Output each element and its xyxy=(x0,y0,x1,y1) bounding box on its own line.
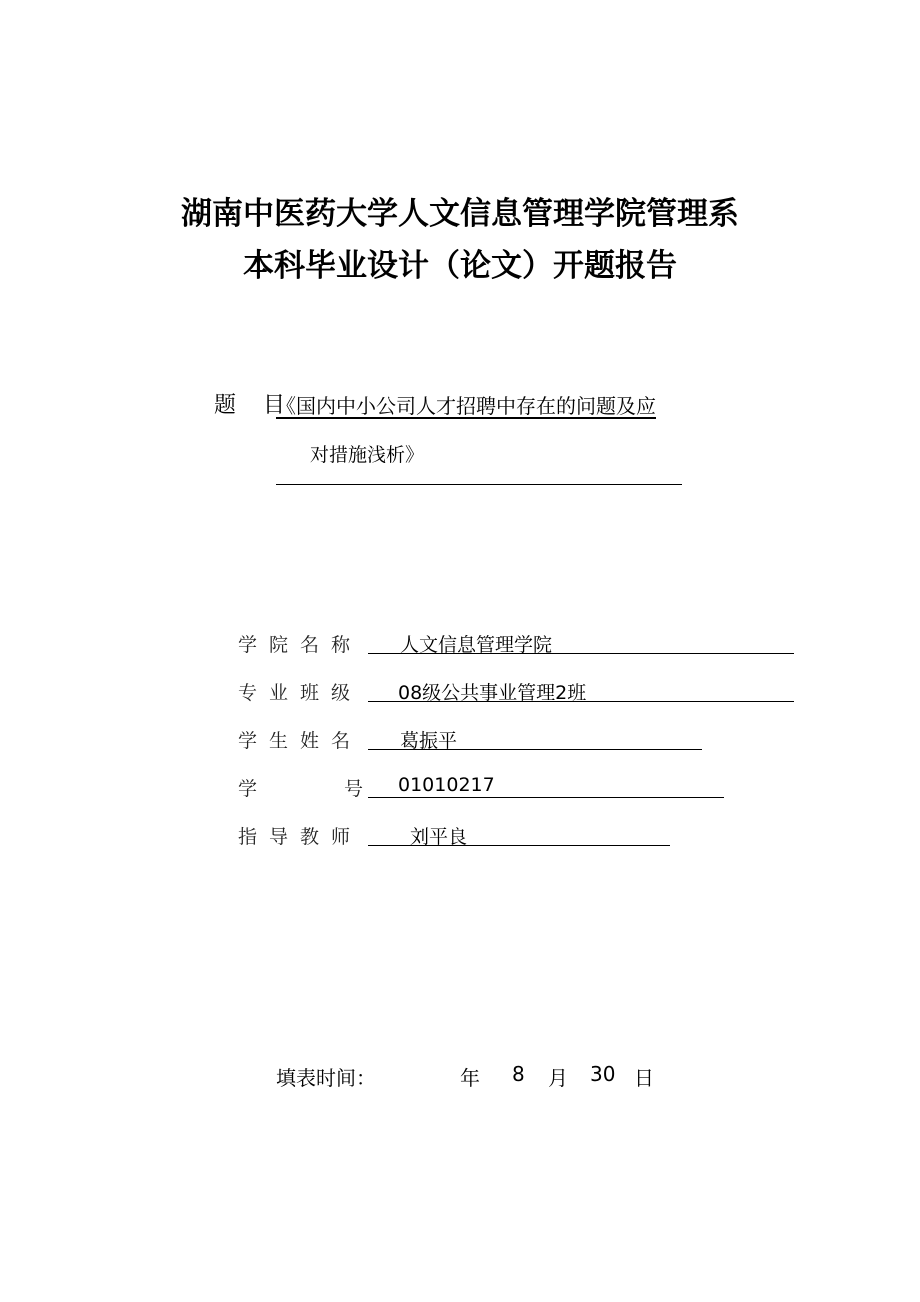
student-id-label-part-1: 学 xyxy=(238,778,258,800)
topic-value-line-1: 《国内中小公司人才招聘中存在的问题及应 xyxy=(276,394,656,418)
date-day-unit: 日 xyxy=(634,1066,654,1090)
student-id-field xyxy=(368,772,724,798)
fill-date-label: 填表时间： xyxy=(276,1066,376,1090)
college-label: 学院名称 xyxy=(238,634,363,656)
date-day-value: 30 xyxy=(590,1062,616,1086)
date-year-unit: 年 xyxy=(460,1066,480,1090)
major-value: 08级公共事业管理2班 xyxy=(398,682,587,704)
topic-label: 题 目 xyxy=(214,393,295,418)
advisor-field xyxy=(368,820,670,846)
document-title-line-2: 本科毕业设计（论文）开题报告 xyxy=(243,248,677,284)
date-month-value: 8 xyxy=(512,1062,525,1086)
student-name-value: 葛振平 xyxy=(400,730,458,752)
topic-underline xyxy=(276,484,682,485)
student-id-label-part-2: 号 xyxy=(344,778,364,800)
college-value: 人文信息管理学院 xyxy=(400,634,553,656)
major-field xyxy=(368,676,794,702)
advisor-value: 刘平良 xyxy=(410,826,468,848)
major-label: 专业班级 xyxy=(238,682,363,704)
college-field xyxy=(368,628,794,654)
student-name-label: 学生姓名 xyxy=(238,730,363,752)
student-id-value: 01010217 xyxy=(398,774,495,796)
date-month-unit: 月 xyxy=(548,1066,568,1090)
topic-value-line-2: 对措施浅析》 xyxy=(310,444,425,466)
document-title-line-1: 湖南中医药大学人文信息管理学院管理系 xyxy=(181,196,739,232)
advisor-label: 指导教师 xyxy=(238,826,363,848)
student-name-field xyxy=(368,724,702,750)
